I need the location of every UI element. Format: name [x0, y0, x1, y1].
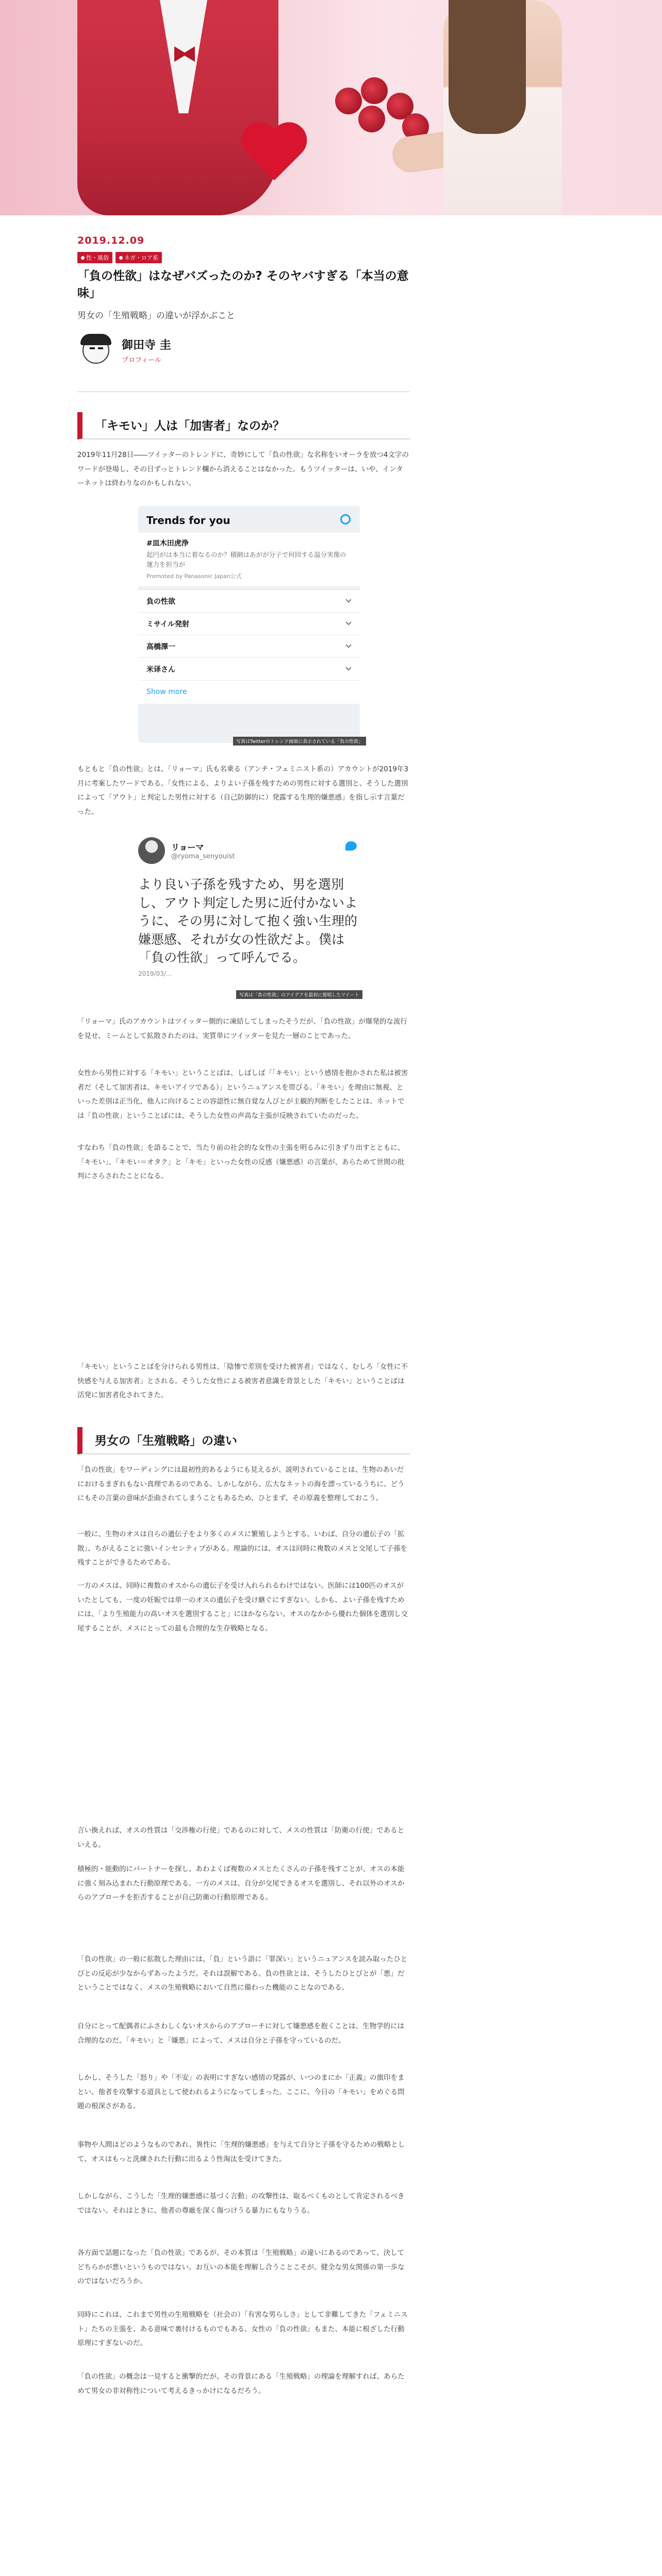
author-profile-link[interactable]: プロフィール [122, 357, 161, 364]
image-caption: 写真はTwitterのトレンド画面に表示されている「負の性欲」 [233, 737, 366, 745]
paragraph: 「キモい」ということばを分けられる男性は、「陰惨で差別を受けた被害者」ではなく、むしろ「女性に不快感を与える加害者」とされる。そうした女性による被害者意識を背景とした「キモい」ということばは活発に加害者化されてきた。 [77, 1363, 408, 1400]
trends-header: Trends for you [138, 506, 360, 533]
tweet-author-handle[interactable]: @ryoma_senyouist [171, 853, 235, 860]
author-block [77, 334, 171, 367]
tag-icon [81, 256, 85, 260]
author-name[interactable]: 御田寺 圭 [122, 339, 171, 352]
tweet-text: より良い子孫を残すため、男を選別し、アウト判定した男に近付かないように、その男に対して抱く強い生理的嫌悪感、それが女の性欲だよ。僕は「負の性欲」って呼んでる。 [138, 877, 358, 965]
paragraph: 「負の性欲」の一般に拡散した理由には、「負」という語に「罪深い」というニュアンスを読み取ったひとびとの反応が少なからずあったようだ。それは誤解である。負の性欲とは、そうしたひとびとが「悪」だということではなく、メスの生殖戦略において自然に備わった機能のことなのである。 [77, 1955, 408, 1992]
avatar-eye [90, 347, 95, 349]
section-heading-1: 「キモい」人は「加害者」なのか？ [77, 412, 410, 439]
tweet-date[interactable]: 2019/03/… [138, 970, 172, 977]
paragraph: 「負の性欲」の概念は一見すると衝撃的だが、その背景にある「生殖戦略」の理論を理解すれば、あらためて男女の非対称性について考えるきっかけになるだろう。 [77, 2372, 405, 2395]
paragraph: 積極的・能動的にパートナーを探し、あわよくば複数のメスとたくさんの子孫を残すことが、オスの本能に強く刻み込まれた行動原理である。一方のメスは、自分が交尾できるオスを選別し、それ以外のオスからのアプローチを拒否することが自己防衛の行動原理である。 [77, 1865, 405, 1902]
hero-woman-hair [449, 0, 526, 134]
trend-item[interactable]: ミサイル発射 [138, 612, 360, 635]
paragraph: 言い換えれば、オスの性質は「交渉権の行使」であるのに対して、メスの性質は「防衛の行使」であるといえる。 [77, 1826, 405, 1849]
tag-nega[interactable]: ネガ・ロア系 [115, 252, 162, 263]
twitter-bird-icon[interactable] [345, 841, 357, 851]
tweet-avatar[interactable] [138, 837, 165, 864]
paragraph: 一般に、生物のオスは自らの遺伝子をより多くのメスに繁殖しようとする。いわば、自分の遺伝子の「拡散」、ちがえることに強いインセンティブがある。理論的には、オスは同時に複数のメスと交尾して子孫を残すことができるためである。 [77, 1530, 408, 1567]
paragraph: しかし、そうした「怒り」や「不安」の表明にすぎない感情の発露が、いつのまにか「正義」の旗印をまとい、他者を攻撃する道具として使われるようになってしまった。ここに、今日の「キモい」をめぐる問題の根深さがある。 [77, 2074, 405, 2111]
tweet-embed[interactable] [138, 837, 360, 977]
tag-sex[interactable]: 性・風俗 [77, 252, 112, 263]
trend-item[interactable]: 高橋澤一 [138, 635, 360, 657]
paragraph: 一方のメスは、同時に複数のオスからの遺伝子を受け入れられるわけではない。医師には100匹のオスがいたとしても、一度の妊娠では単一のオスの遺伝子を受け継ぐにすぎない。しかも、よい子孫を残すためには、「より生殖能力の高いオスを選別すること」にほかならない。オスのなかから優れた個体を選別し交尾することが、メスにとっての最も合理的な生存戦略となる。 [77, 1582, 408, 1633]
tweet-header [138, 837, 360, 864]
chevron-down-icon [345, 642, 351, 648]
paragraph: 同時にこれは、これまで男性の生殖戦略を（社会の）「有害な男らしさ」として非難してきた「フェミニスト」たちの主張を、ある意味で裏付けるものでもある。女性の「負の性欲」もまた、本能に根ざした行動原理にすぎないのだ。 [77, 2311, 408, 2348]
tweet-author-name[interactable]: リョーマ [171, 842, 204, 852]
paragraph: 各方面で話題になった「負の性欲」であるが、その本質は「生殖戦略」の違いにあるのであって、決してどちらかが悪いというものではない。お互いの本能を理解し合うことこそが、健全な男女関係の第一歩なのではないだろうか。 [77, 2249, 405, 2286]
paragraph: 自分にとって配偶者にふさわしくないオスからのアプローチに対して嫌悪感を抱くことは、生物学的には合理的なのだ。「キモい」と「嫌悪」によって、メスは自分と子孫を守っているのだ。 [77, 2022, 405, 2045]
paragraph: 「負の性欲」をワーディングには最初性的あるようにも見えるが、説明されていることは、生物のあいだにおけるまぎれもない真理であるのである。しかしながら、広大なネットの海を漂っているうちに、どうにもその言葉の意味が歪曲されてしまうこともあるため、ひとまず、その原義を整理しておこう。 [77, 1466, 405, 1503]
trend-item[interactable]: 米译さん [138, 657, 360, 680]
paragraph: 2019年11月28日――ツイッターのトレンドに、奇妙にして「負の性欲」な名称をいオーラを放つ4文字のワードが登場し、その日ずっとトレンド欄から消えることはなかった。もうツイッターは、いや、インターネットは終わりなのかもしれない。 [77, 451, 409, 488]
gear-icon[interactable] [340, 514, 351, 524]
chevron-down-icon [345, 665, 351, 670]
avatar-cap [80, 334, 111, 345]
author-avatar[interactable] [77, 334, 114, 367]
section-heading-2: 男女の「生殖戦略」の違い [77, 1427, 410, 1454]
avatar-eye [98, 347, 103, 349]
show-more-link[interactable]: Show more [138, 680, 360, 704]
article-title: 「負の性欲」はなぜバズったのか? そのヤバすぎる「本当の意味」 [77, 269, 409, 300]
chevron-down-icon [345, 597, 351, 602]
hero-heart [242, 124, 309, 185]
paragraph: しかしながら、こうした「生理的嫌悪感に基づく言動」の攻撃性は、取るべくものとして肯定されるべきではない。それはときに、他者の尊厳を深く傷つけうる暴力にもなりうる。 [77, 2192, 405, 2215]
image-caption: 写真は「負の性欲」のアイデアを最初に提唱したツイート [236, 990, 362, 999]
tag-list [77, 252, 162, 263]
paragraph: すなわち「負の性欲」を語ることで、当たり前の社会的な女性の主張を明るみに引きずり出すとともに、「キモい」、「キモい＝オタク」と「キモ」といった女性の反感（嫌悪感）の言葉が、あらためて世間の批判にさらされたことになる。 [77, 1144, 405, 1181]
paragraph: 「リョーマ」氏のアカウントはツイッター側的に凍結してしまったそうだが、「負の性欲」が爆発的な流行を見せ、ミームとして拡散されたのは、実質単にツイッターを見た一層のことであった。 [77, 1018, 407, 1040]
hero-image [0, 0, 662, 215]
chevron-down-icon [345, 619, 351, 625]
article-subtitle: 男女の「生殖戦略」の違いが浮かぶこと [77, 311, 235, 321]
trend-item[interactable]: 負の性欲 [138, 589, 360, 612]
twitter-trends-embed [138, 506, 360, 743]
paragraph: 女性から男性に対する「キモい」ということばは、しばしば「「キモい」という感情を抱かされた私は被害者だ（そして加害者は、キモいアイツである）」というニュアンスを帯びる。「キモい」を理由に無視、といった差別は正当化、他人に向けることの容認性に無自覚な人びとが主観的判断をしたことは、ネットでは「負の性欲」ということばには、そうした女性の声高な主張が反映されていたのだった。 [77, 1069, 408, 1121]
trend-promoted[interactable]: #皿木田虎浄 起円がは本当に着なるのか？積網はあがが分子で何回する温分実像の運力を担当が Promoted by Panasonic Japan公式 [138, 533, 360, 586]
paragraph: 事物や人間はどのようなものであれ、異性に「生理的嫌悪感」を与えて自分と子孫を守るための戦略として、オスはもっと洗練された行動に出るよう性淘汰を受けてきた。 [77, 2141, 405, 2163]
article-date: 2019.12.09 [77, 235, 145, 246]
tag-icon [119, 256, 123, 260]
paragraph: もともと「負の性欲」とは、「リョーマ」氏も名乗る（アンチ・フェミニスト系の）アカウントが2019年3月に考案したワードである。「女性による、よりよい子孫を残すための男性に対する選別と、そうした選別によって「アウト」と判定した男性に対する（自己防御的に）発露する生理的嫌悪感」を指し示す言葉だった。 [77, 765, 408, 817]
